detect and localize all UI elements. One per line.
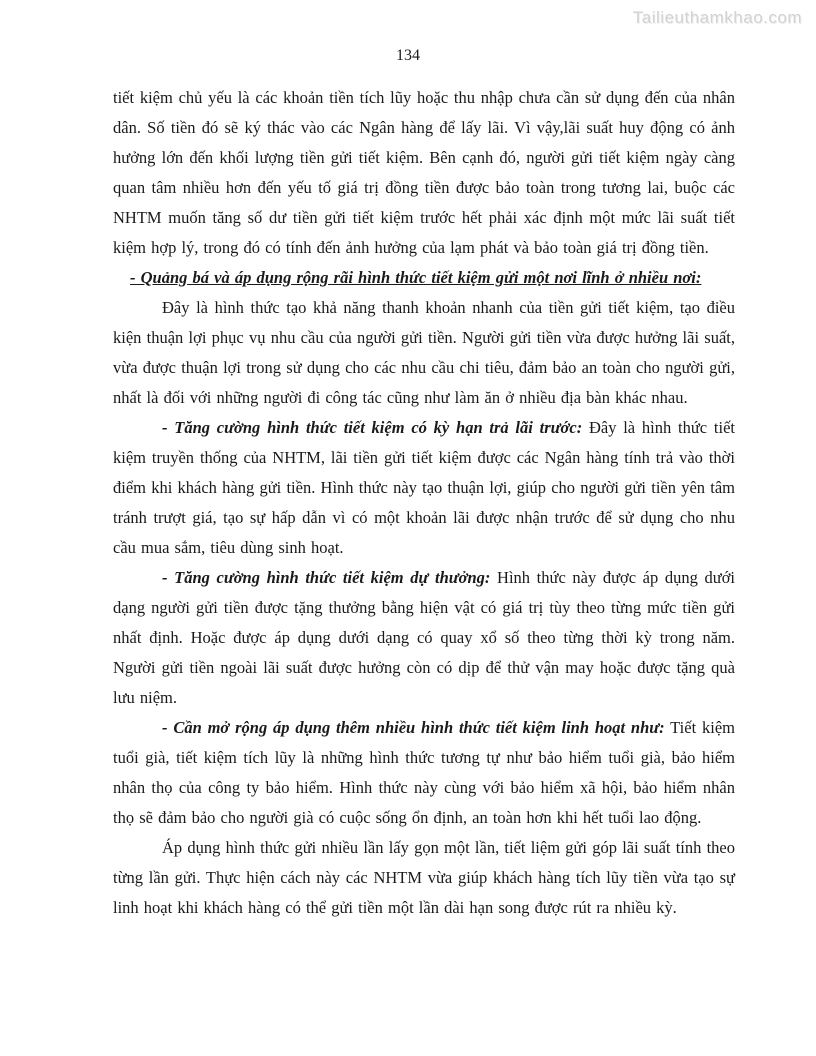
paragraph: Áp dụng hình thức gửi nhiều lần lấy gọn một lần, tiết liệm gửi góp lãi suất tính theo từng lần gửi. Thực hiện cách này các NHTM vừa giúp khách hàng tích lũy tiền vừa tạo sự linh hoạt khi khách hàng có thể gửi tiền một lần dài hạn song được rút ra nhiều kỳ.	[113, 838, 735, 917]
paragraph	[113, 413, 735, 563]
paragraph-text: Hình thức này được áp dụng dưới dạng người gửi tiền được tặng thưởng bằng hiện vật có giá trị tùy theo từng mức tiền gửi nhất định. Hoặc được áp dụng dưới dạng có quay xổ số theo từng thời kỳ trong năm. Người gửi tiền ngoài lãi suất được hưởng còn có dịp để thử vận may hoặc được tặng quà lưu niệm.	[113, 568, 736, 707]
paragraph: Đây là hình thức tạo khả năng thanh khoản nhanh của tiền gửi tiết kiệm, tạo điều kiện thuận lợi phục vụ nhu cầu của người gửi tiền. Người gửi tiền vừa được hưởng lãi suất, vừa được thuận lợi trong sử dụng cho các nhu cầu chi tiêu, đảm bảo an toàn cho người gửi, nhất là đối với những người đi công tác cũng như làm ăn ở nhiều địa bàn khác nhau.	[113, 298, 735, 407]
paragraph-lead: - Tăng cường hình thức tiết kiệm dự thưởng:	[162, 568, 491, 587]
paragraph-text: Tiết kiệm tuổi già, tiết kiệm tích lũy là những hình thức tương tự như bảo hiểm tuổi già, bảo hiểm nhân thọ của công ty bảo hiểm. Hình thức này cùng với bảo hiểm xã hội, bảo hiểm nhân thọ sẽ đảm bảo cho người già có cuộc sống ổn định, an toàn hơn khi hết tuổi lao động.	[113, 718, 735, 827]
paragraph-continued: tiết kiệm chủ yếu là các khoản tiền tích lũy hoặc thu nhập chưa cần sử dụng đến của nhân dân. Số tiền đó sẽ ký thác vào các Ngân hàng để lấy lãi. Vì vậy,lãi suất huy động có ảnh hưởng lớn đến khối lượng tiền gửi tiết kiệm. Bên cạnh đó, người gửi tiết kiệm ngày càng quan tâm nhiều hơn đến yếu tố giá trị đồng tiền được bảo toàn trong tương lai, buộc các NHTM muốn tăng số dư tiền gửi tiết kiệm trước hết phải xác định một mức lãi suất tiết kiệm hợp lý, trong đó có tính đến ảnh hưởng của lạm phát và bảo toàn giá trị đồng tiền.	[113, 88, 735, 257]
paragraph-text: Đây là hình thức tiết kiệm truyền thống của NHTM, lãi tiền gửi tiết kiệm được các Ngân hàng tính trả vào thời điểm khi khách hàng gửi tiền. Hình thức này tạo thuận lợi, giúp cho người gửi tiền yên tâm tránh trượt giá, tạo sự hấp dẫn vì có một khoản lãi được nhận trước để sử dụng cho nhu cầu mua sắm, tiêu dùng sinh hoạt.	[113, 418, 735, 557]
page-content	[113, 83, 735, 923]
paragraph-lead: - Cần mở rộng áp dụng thêm nhiều hình thức tiết kiệm linh hoạt như:	[162, 718, 665, 737]
section-heading: - Quảng bá và áp dụng rộng rãi hình thức tiết kiệm gửi một nơi lĩnh ở nhiều nơi:	[130, 268, 702, 287]
paragraph	[113, 563, 735, 713]
paragraph-lead: - Tăng cường hình thức tiết kiệm có kỳ hạn trả lãi trước:	[162, 418, 583, 437]
paragraph	[113, 713, 735, 833]
page-number: 134	[396, 47, 420, 64]
watermark-text: Tailieuthamkhao.com	[632, 8, 802, 27]
